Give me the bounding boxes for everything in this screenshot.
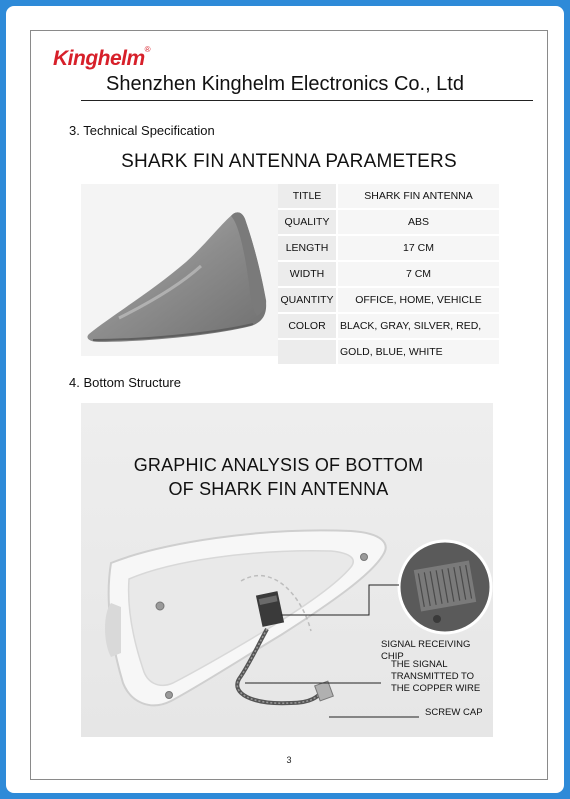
graphic-title-line1: GRAPHIC ANALYSIS OF BOTTOM xyxy=(133,455,424,475)
table-row xyxy=(278,287,499,313)
spec-value: BLACK, GRAY, SILVER, RED, xyxy=(337,313,499,339)
table-row xyxy=(278,339,499,365)
parameters-title: SHARK FIN ANTENNA PARAMETERS xyxy=(121,151,457,172)
table-row xyxy=(278,261,499,287)
shark-fin-antenna-image xyxy=(81,184,279,356)
spec-key xyxy=(278,339,337,365)
company-name: Shenzhen Kinghelm Electronics Co., Ltd xyxy=(106,73,464,95)
graphic-title-line2: OF SHARK FIN ANTENNA xyxy=(168,479,389,499)
table-row xyxy=(278,184,499,209)
document-page xyxy=(30,30,548,780)
spec-value: SHARK FIN ANTENNA xyxy=(337,184,499,209)
spec-table xyxy=(278,184,499,366)
header-rule xyxy=(81,100,533,101)
table-row xyxy=(278,313,499,339)
label-screw-cap: SCREW CAP xyxy=(425,707,483,718)
spec-value: 17 CM xyxy=(337,235,499,261)
page-frame xyxy=(6,6,564,793)
spec-value: OFFICE, HOME, VEHICLE xyxy=(337,287,499,313)
table-row xyxy=(278,235,499,261)
spec-key: QUALITY xyxy=(278,209,337,235)
label-signal-line2: TRANSMITTED TO xyxy=(391,671,475,682)
kinghelm-logo xyxy=(53,47,150,71)
logo-text: Kinghelm xyxy=(53,47,145,70)
spec-key: WIDTH xyxy=(278,261,337,287)
label-signal-receiving-chip: SIGNAL RECEIVING CHIP xyxy=(381,639,471,662)
spec-value: GOLD, BLUE, WHITE xyxy=(337,339,499,365)
page-number: 3 xyxy=(286,755,292,765)
antenna-photo xyxy=(81,184,279,356)
spec-key: TITLE xyxy=(278,184,337,209)
spec-block xyxy=(81,184,499,356)
spec-value: 7 CM xyxy=(337,261,499,287)
registered-mark: ® xyxy=(144,45,151,54)
spec-value: ABS xyxy=(337,209,499,235)
label-signal-line3: THE COPPER WIRE xyxy=(391,683,481,694)
section-heading-specification: 3. Technical Specification xyxy=(69,123,215,138)
spec-key: LENGTH xyxy=(278,235,337,261)
section-heading-bottom-structure: 4. Bottom Structure xyxy=(69,375,181,390)
table-row xyxy=(278,209,499,235)
label-signal-line1: THE SIGNAL xyxy=(391,659,448,670)
bottom-structure-graphic xyxy=(81,403,493,737)
spec-key: COLOR xyxy=(278,313,337,339)
spec-key: QUANTITY xyxy=(278,287,337,313)
